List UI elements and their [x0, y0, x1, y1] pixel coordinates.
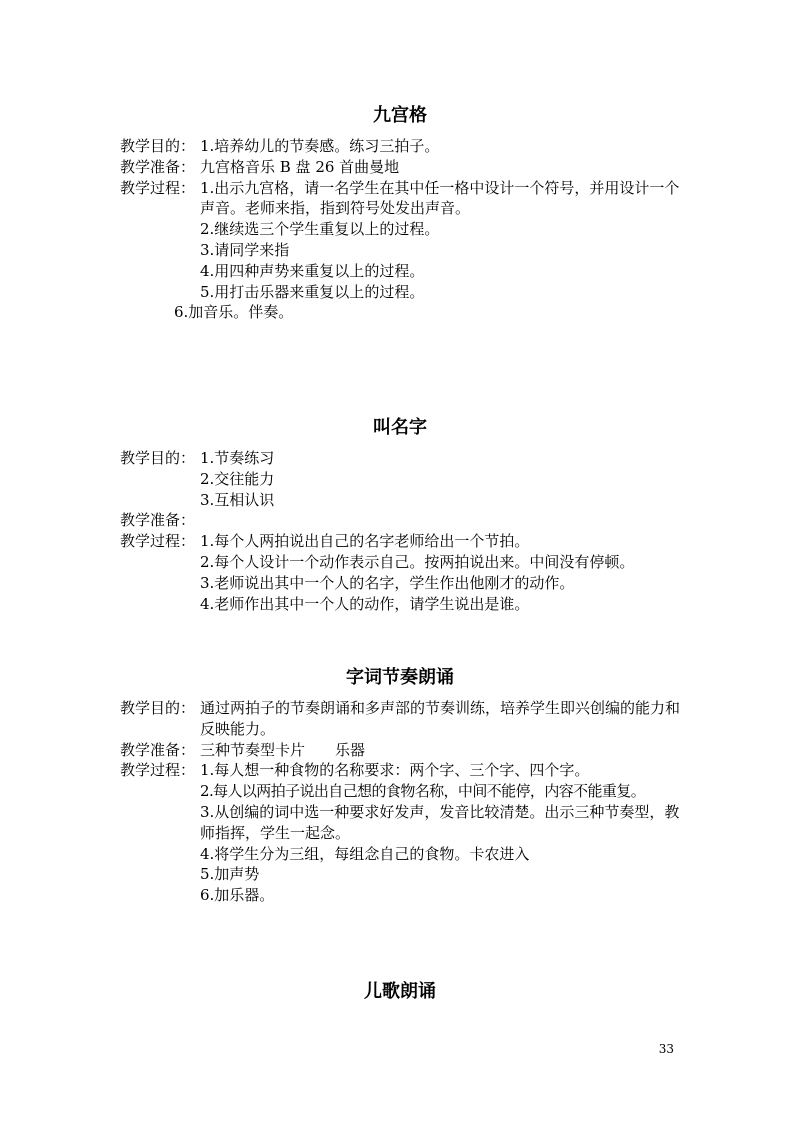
objective-content — [200, 698, 680, 740]
objective-line: 2.交往能力 — [200, 469, 275, 488]
preparation-row — [120, 510, 680, 531]
process-label: 教学过程： — [120, 178, 196, 197]
page-number: 33 — [658, 1042, 674, 1056]
section-title: 叫名字 — [373, 417, 427, 438]
process-content — [200, 760, 680, 906]
process-content — [200, 178, 680, 303]
process-step: 3.老师说出其中一个人的名字，学生作出他刚才的动作。 — [200, 573, 575, 592]
process-step: 1.出示九宫格，请一名学生在其中任一格中设计一个符号，并用设计一个声音。老师来指，指到符号处发出声音。 — [200, 178, 680, 218]
process-row — [120, 178, 680, 303]
process-step: 5.用打击乐器来重复以上的过程。 — [200, 282, 425, 301]
preparation-row — [120, 157, 680, 178]
objective-row — [120, 136, 680, 157]
objective-content — [200, 448, 680, 510]
preparation-label: 教学准备： — [120, 157, 196, 176]
process-step: 2.每人以两拍子说出自己想的食物名称，中间不能停，内容不能重复。 — [200, 782, 646, 801]
process-step: 1.每个人两拍说出自己的名字老师给出一个节拍。 — [200, 532, 530, 551]
preparation-content — [200, 510, 680, 531]
preparation-label: 教学准备： — [120, 740, 196, 759]
section-jiugongge — [120, 104, 680, 323]
section-zici-jiezou-langsong — [120, 666, 680, 906]
section-title: 字词节奏朗诵 — [346, 667, 454, 688]
objective-line: 3.互相认识 — [200, 490, 275, 509]
process-step: 2.每个人设计一个动作表示自己。按两拍说出来。中间没有停顿。 — [200, 552, 635, 571]
process-row — [120, 760, 680, 906]
process-step: 5.加声势 — [200, 865, 260, 884]
section-jiaomingzi — [120, 416, 680, 614]
preparation-row — [120, 740, 680, 761]
section-title: 儿歌朗诵 — [364, 981, 436, 1002]
process-label: 教学过程： — [120, 761, 196, 780]
process-row — [120, 531, 680, 614]
objective-label: 教学目的： — [120, 449, 196, 467]
objective-label: 教学目的： — [120, 699, 196, 717]
preparation-content: 三种节奏型卡片 乐器 — [200, 740, 366, 759]
preparation-label: 教学准备： — [120, 511, 196, 530]
process-step: 3.请同学来指 — [200, 240, 290, 259]
process-step-extra: 6.加音乐。伴奏。 — [174, 303, 294, 322]
preparation-content: 九宫格音乐 B 盘 26 首曲曼地 — [200, 157, 400, 176]
process-step: 1.每人想一种食物的名称要求：两个字、三个字、四个字。 — [200, 761, 590, 780]
objective-line: 1.培养幼儿的节奏感。练习三拍子。 — [200, 137, 440, 155]
process-step: 3.从创编的词中选一种要求好发声，发音比较清楚。出示三种节奏型，教师指挥，学生一起念。 — [200, 802, 680, 842]
process-step: 4.老师作出其中一个人的动作，请学生说出是谁。 — [200, 594, 530, 613]
section-title: 九宫格 — [373, 105, 427, 126]
process-step: 4.用四种声势来重复以上的过程。 — [200, 261, 425, 280]
objective-label: 教学目的： — [120, 137, 196, 155]
objective-line: 1.节奏练习 — [200, 449, 275, 467]
objective-line: 通过两拍子的节奏朗诵和多声部的节奏训练，培养学生即兴创编的能力和反映能力。 — [200, 699, 681, 738]
process-step: 4.将学生分为三组，每组念自己的食物。卡农进入 — [200, 844, 530, 863]
objective-row — [120, 698, 680, 740]
objective-content — [200, 136, 680, 157]
process-step: 2.继续选三个学生重复以上的过程。 — [200, 220, 440, 239]
process-content — [200, 531, 680, 614]
section-erge-langsong — [120, 980, 680, 1012]
process-step: 6.加乐器。 — [200, 886, 275, 905]
objective-row — [120, 448, 680, 510]
process-label: 教学过程： — [120, 532, 196, 551]
